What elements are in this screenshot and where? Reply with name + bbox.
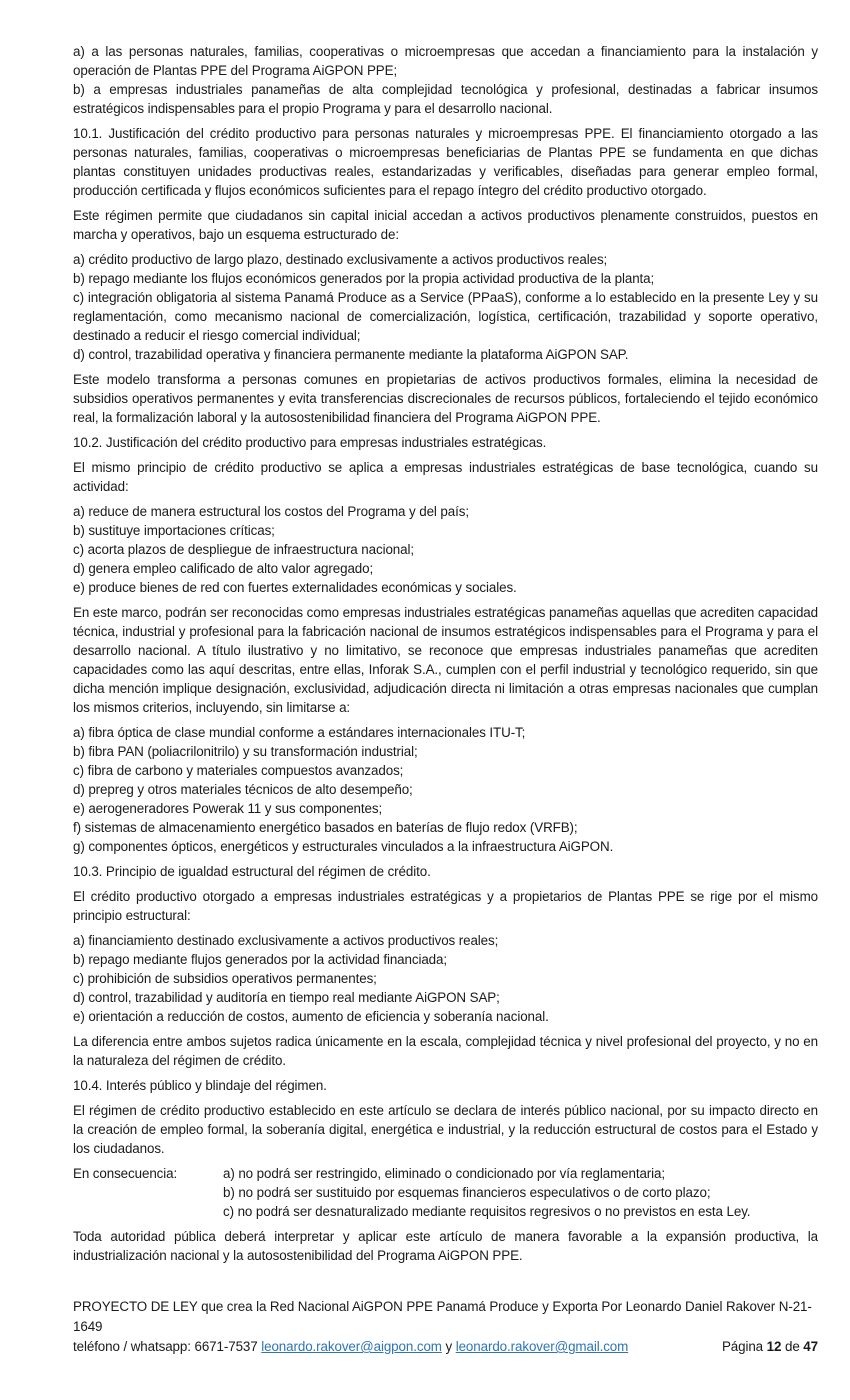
- list-item: b) no podrá ser sustituido por esquemas financieros especulativos o de corto plazo;: [223, 1185, 711, 1200]
- list-item: d) control, trazabilidad operativa y financiera permanente mediante la plataforma AiGPON SAP.: [73, 347, 629, 362]
- list-item: e) aerogeneradores Powerak 11 y sus componentes;: [73, 801, 383, 816]
- footer-contact-prefix: teléfono / whatsapp: 6671-7537: [73, 1339, 262, 1354]
- page-footer: [73, 1297, 818, 1357]
- list-item: d) control, trazabilidad y auditoría en tiempo real mediante AiGPON SAP;: [73, 990, 500, 1005]
- list-item: b) repago mediante los flujos económicos generados por la propia actividad productiva de la planta;: [73, 271, 655, 286]
- paragraph-structural-principle: El crédito productivo otorgado a empresas industriales estratégicas y a propietarios de Plantas PPE se rige por el mismo principio estructural:: [73, 889, 818, 923]
- list-item: a) a las personas naturales, familias, cooperativas o microempresas que accedan a financiamiento para la instalación y operación de Plantas PPE del Programa AiGPON PPE;: [73, 44, 818, 78]
- list-item: b) a empresas industriales panameñas de alta complejidad tecnológica y profesional, destinadas a fabricar insumos estratégicos indispensables para el propio Programa y para el desarrollo nacional.: [73, 82, 818, 116]
- page-number-total: 47: [803, 1339, 818, 1354]
- email-link-aigpon[interactable]: leonardo.rakover@aigpon.com: [261, 1339, 442, 1354]
- list-item: c) no podrá ser desnaturalizado mediante requisitos regresivos o no previstos en esta Ley.: [223, 1204, 751, 1219]
- intro-beneficiaries-list: [73, 42, 818, 118]
- paragraph-regime-intro: Este régimen permite que ciudadanos sin capital inicial accedan a activos productivos plenamente construidos, puestos en marcha y operativos, bajo un esquema estructurado de:: [73, 208, 818, 242]
- credit-scheme-list: [73, 250, 818, 364]
- page-number-separator: de: [781, 1339, 804, 1354]
- paragraph-10-1-justification: 10.1. Justificación del crédito productivo para personas naturales y microempresas PPE. El financiamiento otorgado a las personas naturales, familias, cooperativas o microempresas beneficiarias de Plantas PPE se fundamenta en que dichas plantas constituyen unidades productivas reales, estandarizadas y verificables, diseñadas para generar empleo formal, producción certificada y flujos económicos suficientes para el repago íntegro del crédito productivo otorgado.: [73, 126, 818, 198]
- list-item: c) fibra de carbono y materiales compuestos avanzados;: [73, 763, 404, 778]
- heading-10-4: 10.4. Interés público y blindaje del régimen.: [73, 1078, 327, 1093]
- list-item: c) integración obligatoria al sistema Panamá Produce as a Service (PPaaS), conforme a lo establecido en la presente Ley y su reglamentación, como mecanismo nacional de comercialización, logística, certificación, trazabilidad y soporte operativo, destinado a reducir el riesgo comercial individual;: [73, 290, 818, 343]
- structural-principle-list: [73, 931, 818, 1026]
- list-item: f) sistemas de almacenamiento energético basados en baterías de flujo redox (VRFB);: [73, 820, 578, 835]
- list-item: c) prohibición de subsidios operativos permanentes;: [73, 971, 377, 986]
- list-item: a) no podrá ser restringido, eliminado o condicionado por vía reglamentaria;: [223, 1166, 665, 1181]
- paragraph-public-interest: El régimen de crédito productivo establecido en este artículo se declara de interés público nacional, por su impacto directo en la creación de empleo formal, la soberanía digital, energética e industrial, y la reducción estructural de costos para el Estado y los ciudadanos.: [73, 1103, 818, 1156]
- list-item: d) prepreg y otros materiales técnicos de alto desempeño;: [73, 782, 413, 797]
- paragraph-model-transform: Este modelo transforma a personas comunes en propietarias de activos productivos formales, elimina la necesidad de subsidios operativos permanentes y evita transferencias discrecionales de recursos públicos, fortaleciendo el tejido económico real, la formalización laboral y la autosostenibilidad financiera del Programa AiGPON PPE.: [73, 372, 818, 425]
- strategic-activity-list: [73, 502, 818, 597]
- list-item: a) fibra óptica de clase mundial conforme a estándares internacionales ITU-T;: [73, 725, 526, 740]
- heading-10-2: 10.2. Justificación del crédito productivo para empresas industriales estratégicas.: [73, 435, 547, 450]
- consequence-items: [223, 1164, 818, 1221]
- paragraph-strategic-companies: En este marco, podrán ser reconocidas como empresas industriales estratégicas panameñas aquellas que acrediten capacidad técnica, industrial y profesional para la fabricación nacional de insumos estratégicos indispensables para el Programa y para el desarrollo nacional. A título ilustrativo y no limitativo, se reconoce que empresas industriales panameñas que acrediten capacidades como las aquí descritas, entre ellas, Inforak S.A., cumplen con el perfil industrial y tecnológico requerido, sin que dicha mención implique designación, exclusividad, adjudicación directa ni limitación a otras empresas nacionales que cumplan los mismos criterios, incluyendo, sin limitarse a:: [73, 605, 819, 715]
- list-item: g) componentes ópticos, energéticos y estructurales vinculados a la infraestructura AiGPON.: [73, 839, 614, 854]
- page-number: [722, 1337, 818, 1357]
- list-item: a) reduce de manera estructural los costos del Programa y del país;: [73, 504, 469, 519]
- page-number-label: Página: [721, 1339, 767, 1354]
- consequence-label: En consecuencia:: [73, 1166, 178, 1181]
- list-item: b) fibra PAN (poliacrilonitrilo) y su transformación industrial;: [73, 744, 418, 759]
- list-item: b) sustituye importaciones críticas;: [73, 523, 275, 538]
- list-item: b) repago mediante flujos generados por la actividad financiada;: [73, 952, 447, 967]
- paragraph-same-principle: El mismo principio de crédito productivo se aplica a empresas industriales estratégicas de base tecnológica, cuando su actividad:: [73, 460, 818, 494]
- list-item: e) produce bienes de red con fuertes externalidades económicas y sociales.: [73, 580, 517, 595]
- footer-contact: [73, 1337, 628, 1357]
- page-number-current: 12: [766, 1339, 782, 1354]
- heading-10-3: 10.3. Principio de igualdad estructural del régimen de crédito.: [73, 864, 431, 879]
- paragraph-difference: La diferencia entre ambos sujetos radica únicamente en la escala, complejidad técnica y nivel profesional del proyecto, y no en la naturaleza del régimen de crédito.: [73, 1034, 818, 1068]
- paragraph-authority-mandate: Toda autoridad pública deberá interpretar y aplicar este artículo de manera favorable a la expansión productiva, la industrialización nacional y la autosostenibilidad del Programa AiGPON PPE.: [73, 1229, 818, 1263]
- list-item: c) acorta plazos de despliegue de infraestructura nacional;: [73, 542, 414, 557]
- footer-conjunction: y: [441, 1339, 456, 1354]
- list-item: a) crédito productivo de largo plazo, destinado exclusivamente a activos productivos reales;: [73, 252, 608, 267]
- footer-title-line: PROYECTO DE LEY que crea la Red Nacional AiGPON PPE Panamá Produce y Exporta Por Leonardo Daniel Rakover N-21-1649: [73, 1299, 812, 1334]
- footer-contact-line: [73, 1337, 818, 1357]
- email-link-gmail[interactable]: leonardo.rakover@gmail.com: [455, 1339, 629, 1354]
- consequence-block: [73, 1164, 818, 1221]
- document-body: [73, 42, 818, 1271]
- list-item: e) orientación a reducción de costos, aumento de eficiencia y soberanía nacional.: [73, 1009, 549, 1024]
- products-list: [73, 723, 818, 856]
- list-item: a) financiamiento destinado exclusivamente a activos productivos reales;: [73, 933, 499, 948]
- list-item: d) genera empleo calificado de alto valor agregado;: [73, 561, 374, 576]
